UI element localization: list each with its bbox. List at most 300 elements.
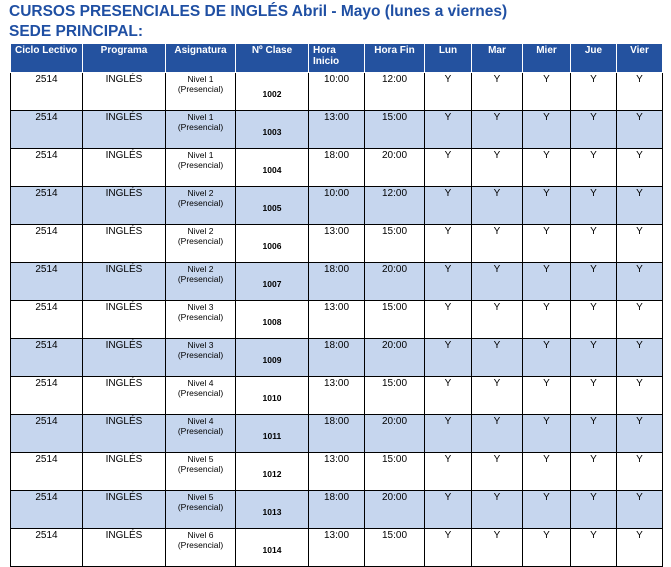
- cell-mier: [523, 301, 571, 339]
- table-header-row: [11, 44, 663, 73]
- cell-programa-text: INGLÉS: [105, 112, 143, 123]
- cell-programa-text: INGLÉS: [105, 454, 143, 465]
- cell-vier: [617, 377, 663, 415]
- cell-mier: [523, 415, 571, 453]
- cell-jue: [571, 225, 617, 263]
- cell-programa: [83, 73, 166, 111]
- cell-lun-text: Y: [444, 378, 452, 389]
- cell-asignatura: [166, 529, 236, 567]
- cell-mier: [523, 453, 571, 491]
- cell-mar: [472, 225, 523, 263]
- cell-vier: [617, 415, 663, 453]
- cell-lun-text: Y: [444, 530, 452, 541]
- cell-hora-inicio: [309, 111, 365, 149]
- cell-hora-fin: [365, 453, 425, 491]
- cell-mier: [523, 491, 571, 529]
- page-subtitle: SEDE PRINCIPAL:: [9, 23, 144, 40]
- cell-hora-inicio-text: 13:00: [323, 302, 350, 313]
- cell-ciclo-lectivo-text: 2514: [35, 454, 58, 465]
- cell-jue: [571, 149, 617, 187]
- cell-mier-text: Y: [543, 530, 550, 541]
- cell-lun: [425, 263, 472, 301]
- cell-mar-text: Y: [493, 454, 501, 465]
- cell-hora-fin: [365, 187, 425, 225]
- cell-asignatura: [166, 491, 236, 529]
- cell-mar: [472, 263, 523, 301]
- cell-mar-text: Y: [493, 492, 501, 503]
- cell-mier: [523, 529, 571, 567]
- asignatura-nivel: Nivel 2: [187, 264, 214, 274]
- cell-lun-text: Y: [444, 112, 452, 123]
- cell-hora-inicio-text: 13:00: [323, 226, 350, 237]
- cell-mier-text: Y: [543, 302, 550, 313]
- cell-hora-inicio: [309, 415, 365, 453]
- cell-hora-fin: [365, 263, 425, 301]
- cell-hora-fin-text: 20:00: [381, 264, 408, 275]
- table-row: [11, 529, 663, 567]
- asignatura-modalidad: (Presencial): [177, 540, 224, 550]
- cell-vier-text: Y: [636, 530, 643, 541]
- cell-programa: [83, 453, 166, 491]
- cell-vier-text: Y: [636, 302, 643, 313]
- cell-lun: [425, 339, 472, 377]
- cell-ciclo-lectivo: [11, 415, 83, 453]
- cell-hora-inicio: [309, 377, 365, 415]
- cell-lun-text: Y: [444, 454, 452, 465]
- cell-programa-text: INGLÉS: [105, 416, 143, 427]
- cell-numero-clase: 1012: [236, 453, 309, 491]
- cell-jue: [571, 263, 617, 301]
- header-asignatura: Asignatura: [166, 44, 236, 73]
- cell-ciclo-lectivo: [11, 339, 83, 377]
- asignatura-nivel: Nivel 4: [187, 416, 214, 426]
- cell-ciclo-lectivo-text: 2514: [35, 530, 58, 541]
- cell-programa: [83, 225, 166, 263]
- asignatura-modalidad: (Presencial): [177, 350, 224, 360]
- cell-mier-text: Y: [543, 492, 550, 503]
- cell-mar: [472, 149, 523, 187]
- cell-jue: [571, 111, 617, 149]
- cell-mier: [523, 225, 571, 263]
- asignatura-modalidad: (Presencial): [177, 502, 224, 512]
- cell-jue: [571, 339, 617, 377]
- cell-mar-text: Y: [493, 226, 501, 237]
- table-row: [11, 73, 663, 111]
- cell-mier-text: Y: [543, 188, 550, 199]
- cell-lun-text: Y: [444, 150, 452, 161]
- cell-lun: [425, 225, 472, 263]
- cell-ciclo-lectivo: [11, 453, 83, 491]
- cell-programa: [83, 529, 166, 567]
- header-ciclo-lectivo: Ciclo Lectivo: [11, 44, 83, 73]
- cell-programa-text: INGLÉS: [105, 340, 143, 351]
- cell-asignatura: [166, 339, 236, 377]
- cell-ciclo-lectivo-text: 2514: [35, 188, 58, 199]
- cell-hora-inicio: [309, 529, 365, 567]
- cell-ciclo-lectivo: [11, 301, 83, 339]
- cell-lun: [425, 73, 472, 111]
- cell-mier-text: Y: [543, 416, 550, 427]
- header-lun: Lun: [425, 44, 472, 73]
- cell-hora-fin: [365, 415, 425, 453]
- cell-numero-clase: 1007: [236, 263, 309, 301]
- cell-hora-inicio: [309, 339, 365, 377]
- cell-mier-text: Y: [543, 150, 550, 161]
- cell-mar-text: Y: [493, 416, 501, 427]
- table-body: [11, 73, 663, 567]
- cell-hora-inicio: [309, 491, 365, 529]
- cell-mier: [523, 73, 571, 111]
- cell-hora-fin: [365, 339, 425, 377]
- cell-jue: [571, 491, 617, 529]
- cell-mar: [472, 453, 523, 491]
- cell-hora-fin: [365, 301, 425, 339]
- cell-hora-inicio-text: 13:00: [323, 112, 350, 123]
- cell-jue-text: Y: [590, 492, 597, 503]
- cell-mier: [523, 263, 571, 301]
- cell-numero-clase: 1010: [236, 377, 309, 415]
- cell-vier-text: Y: [636, 492, 643, 503]
- header-jue: Jue: [571, 44, 617, 73]
- cell-ciclo-lectivo: [11, 491, 83, 529]
- cell-numero-clase: 1002: [236, 73, 309, 111]
- cell-hora-inicio-text: 18:00: [323, 264, 350, 275]
- cell-hora-fin-text: 15:00: [381, 302, 408, 313]
- header-hora-inicio: Hora Inicio: [309, 44, 365, 73]
- asignatura-nivel: Nivel 1: [187, 74, 214, 84]
- cell-lun-text: Y: [444, 226, 452, 237]
- cell-jue-text: Y: [590, 530, 597, 541]
- cell-vier-text: Y: [636, 454, 643, 465]
- cell-vier-text: Y: [636, 150, 643, 161]
- cell-hora-inicio-text: 18:00: [323, 340, 350, 351]
- cell-hora-fin: [365, 73, 425, 111]
- cell-hora-inicio: [309, 149, 365, 187]
- page-title: CURSOS PRESENCIALES DE INGLÉS Abril - Mayo (lunes a viernes): [9, 3, 508, 20]
- cell-ciclo-lectivo-text: 2514: [35, 150, 58, 161]
- cell-lun: [425, 377, 472, 415]
- cell-lun: [425, 149, 472, 187]
- cell-jue-text: Y: [590, 188, 597, 199]
- cell-vier-text: Y: [636, 378, 643, 389]
- asignatura-nivel: Nivel 3: [187, 302, 214, 312]
- table-row: [11, 111, 663, 149]
- table-row: [11, 187, 663, 225]
- cell-hora-inicio: [309, 187, 365, 225]
- asignatura-nivel: Nivel 1: [187, 150, 214, 160]
- cell-hora-fin: [365, 111, 425, 149]
- cell-mar: [472, 73, 523, 111]
- asignatura-modalidad: (Presencial): [177, 122, 224, 132]
- table-row: [11, 263, 663, 301]
- cell-mier-text: Y: [543, 454, 550, 465]
- cell-ciclo-lectivo-text: 2514: [35, 340, 58, 351]
- cell-jue-text: Y: [590, 74, 597, 85]
- cell-lun-text: Y: [444, 74, 452, 85]
- cell-programa-text: INGLÉS: [105, 530, 143, 541]
- table-row: [11, 149, 663, 187]
- cell-mier: [523, 187, 571, 225]
- cell-hora-inicio-text: 18:00: [323, 416, 350, 427]
- asignatura-modalidad: (Presencial): [177, 312, 224, 322]
- asignatura-modalidad: (Presencial): [177, 388, 224, 398]
- asignatura-nivel: Nivel 3: [187, 340, 214, 350]
- cell-mar: [472, 529, 523, 567]
- cell-mar-text: Y: [493, 188, 501, 199]
- cell-jue-text: Y: [590, 302, 597, 313]
- cell-vier: [617, 149, 663, 187]
- cell-jue-text: Y: [590, 454, 597, 465]
- asignatura-modalidad: (Presencial): [177, 426, 224, 436]
- cell-mier-text: Y: [543, 378, 550, 389]
- cell-hora-fin-text: 20:00: [381, 416, 408, 427]
- cell-ciclo-lectivo-text: 2514: [35, 416, 58, 427]
- cell-numero-clase: 1006: [236, 225, 309, 263]
- asignatura-modalidad: (Presencial): [177, 84, 224, 94]
- cell-mier: [523, 149, 571, 187]
- cell-vier: [617, 187, 663, 225]
- cell-ciclo-lectivo-text: 2514: [35, 492, 58, 503]
- cell-vier-text: Y: [636, 112, 643, 123]
- cell-hora-inicio-text: 13:00: [323, 378, 350, 389]
- cell-hora-fin-text: 12:00: [381, 74, 408, 85]
- cell-mar-text: Y: [493, 150, 501, 161]
- cell-numero-clase: 1009: [236, 339, 309, 377]
- asignatura-nivel: Nivel 5: [187, 454, 214, 464]
- cell-jue-text: Y: [590, 150, 597, 161]
- cell-hora-inicio-text: 13:00: [323, 530, 350, 541]
- cell-hora-fin: [365, 491, 425, 529]
- cell-mar: [472, 377, 523, 415]
- cell-hora-fin: [365, 225, 425, 263]
- cell-vier-text: Y: [636, 74, 643, 85]
- cell-asignatura: [166, 187, 236, 225]
- cell-asignatura: [166, 453, 236, 491]
- cell-jue-text: Y: [590, 264, 597, 275]
- cell-programa: [83, 339, 166, 377]
- cell-jue-text: Y: [590, 416, 597, 427]
- cell-mier-text: Y: [543, 74, 550, 85]
- asignatura-nivel: Nivel 4: [187, 378, 214, 388]
- cell-jue-text: Y: [590, 340, 597, 351]
- cell-hora-inicio-text: 18:00: [323, 150, 350, 161]
- asignatura-modalidad: (Presencial): [177, 464, 224, 474]
- cell-mar-text: Y: [493, 530, 501, 541]
- cell-programa: [83, 111, 166, 149]
- cell-lun-text: Y: [444, 492, 452, 503]
- cell-mar: [472, 339, 523, 377]
- cell-jue: [571, 415, 617, 453]
- asignatura-modalidad: (Presencial): [177, 160, 224, 170]
- cell-ciclo-lectivo: [11, 225, 83, 263]
- cell-asignatura: [166, 301, 236, 339]
- cell-ciclo-lectivo-text: 2514: [35, 74, 58, 85]
- cell-programa: [83, 301, 166, 339]
- cell-mar: [472, 187, 523, 225]
- cell-hora-inicio: [309, 263, 365, 301]
- cell-hora-inicio: [309, 453, 365, 491]
- table-row: [11, 415, 663, 453]
- asignatura-nivel: Nivel 2: [187, 188, 214, 198]
- cell-jue-text: Y: [590, 378, 597, 389]
- cell-asignatura: [166, 73, 236, 111]
- cell-vier: [617, 263, 663, 301]
- cell-ciclo-lectivo-text: 2514: [35, 112, 58, 123]
- cell-mar-text: Y: [493, 112, 501, 123]
- cell-hora-fin: [365, 149, 425, 187]
- cell-asignatura: [166, 263, 236, 301]
- cell-vier: [617, 339, 663, 377]
- cell-programa-text: INGLÉS: [105, 188, 143, 199]
- cell-mar-text: Y: [493, 302, 501, 313]
- asignatura-nivel: Nivel 5: [187, 492, 214, 502]
- cell-mier: [523, 339, 571, 377]
- cell-vier: [617, 529, 663, 567]
- cell-programa-text: INGLÉS: [105, 492, 143, 503]
- schedule-table: [10, 43, 663, 567]
- cell-mier-text: Y: [543, 340, 550, 351]
- cell-numero-clase: 1013: [236, 491, 309, 529]
- cell-hora-inicio-text: 10:00: [323, 74, 350, 85]
- cell-hora-fin-text: 15:00: [381, 530, 408, 541]
- cell-vier: [617, 491, 663, 529]
- cell-vier: [617, 453, 663, 491]
- cell-lun: [425, 111, 472, 149]
- cell-programa-text: INGLÉS: [105, 74, 143, 85]
- header-hora-fin: Hora Fin: [365, 44, 425, 73]
- cell-vier: [617, 301, 663, 339]
- cell-lun-text: Y: [444, 264, 452, 275]
- cell-ciclo-lectivo: [11, 529, 83, 567]
- cell-vier-text: Y: [636, 226, 643, 237]
- cell-mar-text: Y: [493, 378, 501, 389]
- cell-programa-text: INGLÉS: [105, 378, 143, 389]
- asignatura-nivel: Nivel 1: [187, 112, 214, 122]
- cell-jue: [571, 377, 617, 415]
- cell-ciclo-lectivo: [11, 149, 83, 187]
- cell-asignatura: [166, 149, 236, 187]
- cell-asignatura: [166, 111, 236, 149]
- cell-numero-clase: 1014: [236, 529, 309, 567]
- cell-mier-text: Y: [543, 112, 550, 123]
- cell-jue-text: Y: [590, 112, 597, 123]
- cell-vier: [617, 73, 663, 111]
- cell-hora-inicio-text: 13:00: [323, 454, 350, 465]
- header-numero-clase: Nº Clase: [236, 44, 309, 73]
- cell-lun: [425, 453, 472, 491]
- cell-hora-fin-text: 15:00: [381, 226, 408, 237]
- cell-vier-text: Y: [636, 340, 643, 351]
- cell-ciclo-lectivo: [11, 263, 83, 301]
- table-row: [11, 225, 663, 263]
- cell-mar-text: Y: [493, 74, 501, 85]
- table-row: [11, 377, 663, 415]
- cell-hora-inicio: [309, 301, 365, 339]
- table-row: [11, 491, 663, 529]
- cell-mier-text: Y: [543, 226, 550, 237]
- header-mar: Mar: [472, 44, 523, 73]
- cell-hora-fin-text: 12:00: [381, 188, 408, 199]
- cell-jue: [571, 187, 617, 225]
- cell-lun-text: Y: [444, 340, 452, 351]
- cell-numero-clase: 1005: [236, 187, 309, 225]
- cell-hora-fin: [365, 529, 425, 567]
- cell-ciclo-lectivo-text: 2514: [35, 226, 58, 237]
- cell-hora-fin-text: 20:00: [381, 340, 408, 351]
- cell-mar-text: Y: [493, 340, 501, 351]
- cell-hora-fin-text: 15:00: [381, 112, 408, 123]
- cell-mar: [472, 491, 523, 529]
- cell-jue: [571, 529, 617, 567]
- cell-mier: [523, 111, 571, 149]
- cell-hora-fin-text: 15:00: [381, 378, 408, 389]
- cell-numero-clase: 1003: [236, 111, 309, 149]
- cell-ciclo-lectivo-text: 2514: [35, 378, 58, 389]
- header-mier: Mier: [523, 44, 571, 73]
- cell-vier-text: Y: [636, 264, 643, 275]
- cell-hora-inicio: [309, 73, 365, 111]
- asignatura-modalidad: (Presencial): [177, 198, 224, 208]
- header-programa: Programa: [83, 44, 166, 73]
- cell-ciclo-lectivo: [11, 377, 83, 415]
- cell-hora-fin: [365, 377, 425, 415]
- cell-vier: [617, 111, 663, 149]
- cell-asignatura: [166, 377, 236, 415]
- cell-mier: [523, 377, 571, 415]
- cell-mier-text: Y: [543, 264, 550, 275]
- cell-ciclo-lectivo-text: 2514: [35, 302, 58, 313]
- asignatura-modalidad: (Presencial): [177, 236, 224, 246]
- cell-lun-text: Y: [444, 416, 452, 427]
- header-vier: Vier: [617, 44, 663, 73]
- cell-lun: [425, 491, 472, 529]
- cell-jue: [571, 301, 617, 339]
- cell-jue: [571, 453, 617, 491]
- asignatura-nivel: Nivel 2: [187, 226, 214, 236]
- cell-lun: [425, 301, 472, 339]
- cell-mar: [472, 111, 523, 149]
- cell-hora-fin-text: 15:00: [381, 454, 408, 465]
- cell-numero-clase: 1008: [236, 301, 309, 339]
- cell-lun: [425, 415, 472, 453]
- cell-asignatura: [166, 225, 236, 263]
- cell-numero-clase: 1004: [236, 149, 309, 187]
- cell-ciclo-lectivo: [11, 187, 83, 225]
- cell-programa: [83, 187, 166, 225]
- cell-ciclo-lectivo-text: 2514: [35, 264, 58, 275]
- cell-mar: [472, 415, 523, 453]
- cell-programa: [83, 491, 166, 529]
- cell-vier: [617, 225, 663, 263]
- cell-lun: [425, 187, 472, 225]
- cell-ciclo-lectivo: [11, 73, 83, 111]
- cell-hora-inicio-text: 10:00: [323, 188, 350, 199]
- table-row: [11, 453, 663, 491]
- asignatura-nivel: Nivel 6: [187, 530, 214, 540]
- cell-lun-text: Y: [444, 302, 452, 313]
- cell-mar-text: Y: [493, 264, 501, 275]
- cell-programa-text: INGLÉS: [105, 226, 143, 237]
- cell-lun-text: Y: [444, 188, 452, 199]
- table-row: [11, 301, 663, 339]
- cell-programa: [83, 263, 166, 301]
- cell-jue: [571, 73, 617, 111]
- cell-vier-text: Y: [636, 188, 643, 199]
- cell-programa-text: INGLÉS: [105, 302, 143, 313]
- cell-programa: [83, 149, 166, 187]
- cell-programa: [83, 415, 166, 453]
- cell-ciclo-lectivo: [11, 111, 83, 149]
